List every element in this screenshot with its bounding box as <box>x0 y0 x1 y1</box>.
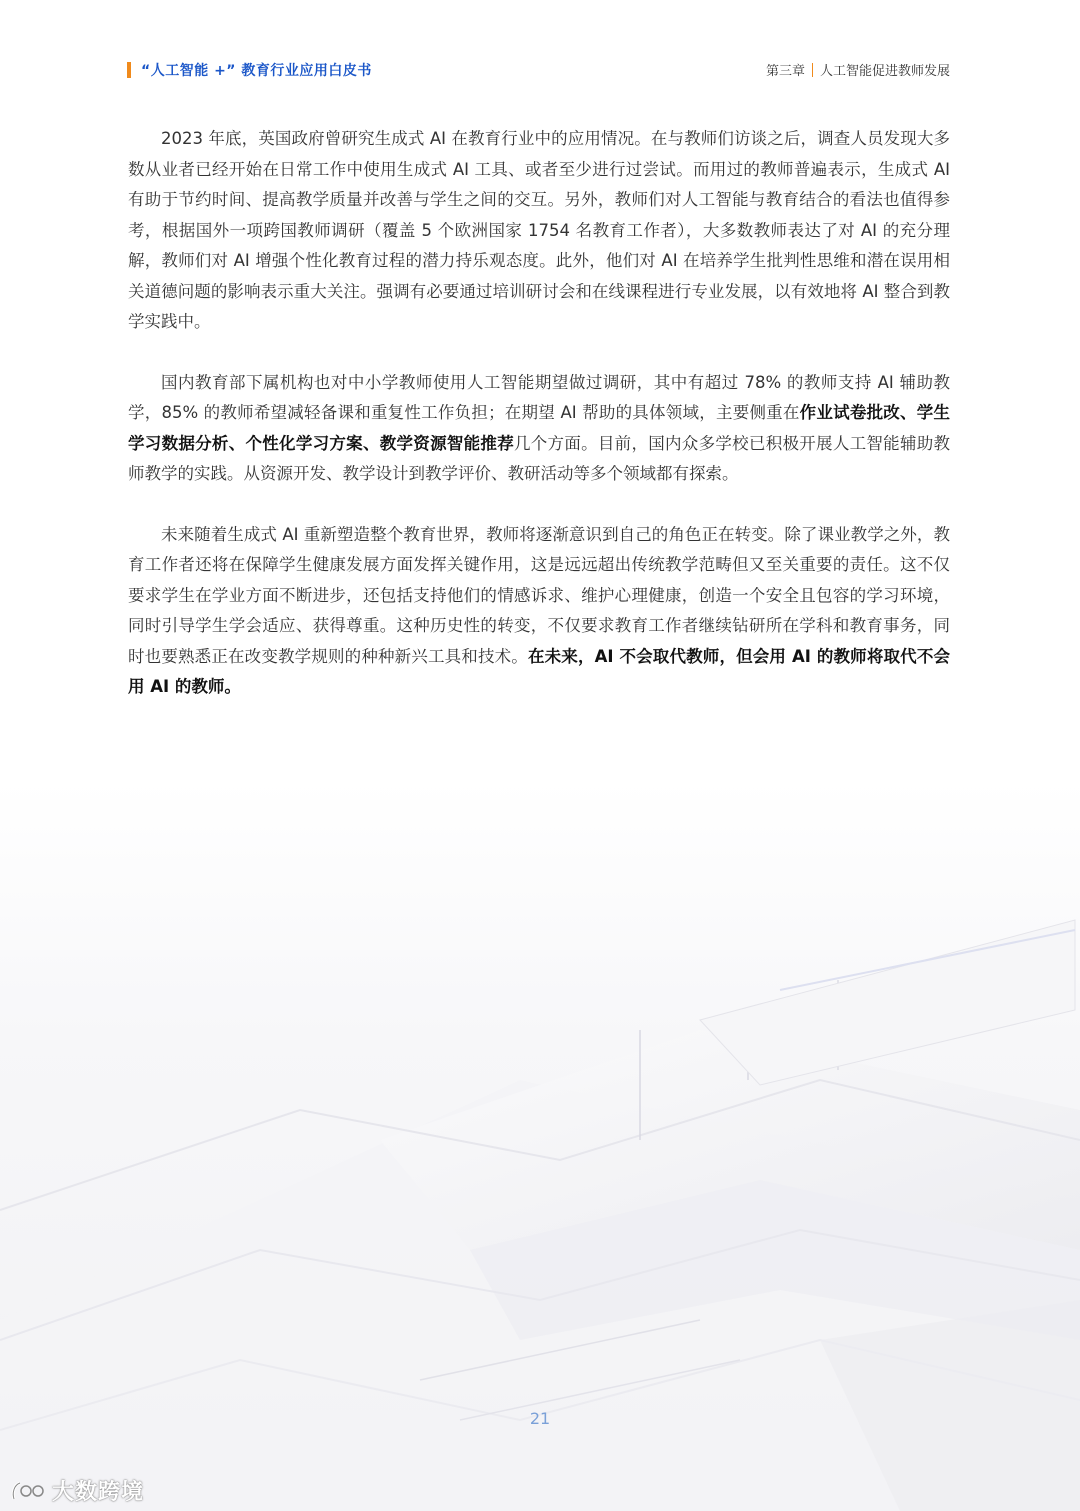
document-title: “人工智能 +” 教育行业应用白皮书 <box>141 63 372 79</box>
paragraph-1-text: 2023 年底，英国政府曾研究生成式 AI 在教育行业中的应用情况。在与教师们访谈之后，调查人员发现大多数从业者已经开始在日常工作中使用生成式 AI 工具、或者至少进行过尝试。而用过的教师普遍表示，生成式 AI 有助于节约时间、提高教学质量并改善与学生之间的交互。另外，教师们对人工智能与教育结合的看法也值得参考，根据国外一项跨国教师调研（覆盖 5 个欧洲国家 1754 名教育工作者），大多数教师表达了对 AI 的充分理解，教师们对 AI 增强个性化教育过程的潜力持乐观态度。此外，他们对 AI 在培养学生批判性思维和潜在误用相关道德问题的影响表示重大关注。强调有必要通过培训研讨会和在线课程进行专业发展，以有效地将 AI 整合到教学实践中。 <box>128 129 950 331</box>
circuit-background-illustration <box>0 780 1080 1511</box>
watermark <box>10 1475 144 1506</box>
header-right <box>766 60 950 79</box>
paragraph-3-text-start: 未来随着生成式 AI 重新塑造整个教育世界，教师将逐渐意识到自己的角色正在转变。除了课业教学之外，教育工作者还将在保障学生健康发展方面发挥关键作用，这是远远超出传统教学范畴但又至关重要的责任。这不仅要求学生在学业方面不断进步，还包括支持他们的情感诉求、维护心理健康，创造一个安全且包容的学习环境，同时引导学生学会适应、获得尊重。这种历史性的转变，不仅要求教育工作者继续钻研所在学科和教育事务，同时也要熟悉正在改变教学规则的种种新兴工具和技术。 <box>128 524 950 666</box>
header-left <box>127 60 372 80</box>
paragraph-2 <box>128 368 950 490</box>
page-header <box>127 56 950 84</box>
watermark-text: 大数跨境 <box>52 1480 145 1505</box>
paragraph-2-text-start: 国内教育部下属机构也对中小学教师使用人工智能期望做过调研，其中有超过 78% 的教师支持 AI 辅助教学，85% 的教师希望减轻备课和重复性工作负担；在期望 AI 帮助的具体领域，主要侧重在 <box>128 372 950 422</box>
paragraph-2-text-end: 几个方面。目前，国内众多学校已积极开展人工智能辅助教师教学的实践。从资源开发、教学设计到教学评价、教研活动等多个领域都有探索。 <box>128 433 950 483</box>
body-content <box>128 124 950 733</box>
paragraph-2-bold-text: 作业试卷批改、学生学习数据分析、个性化学习方案、教学资源智能推荐 <box>128 403 951 453</box>
accent-bar <box>127 62 131 78</box>
page-number: 21 <box>529 1409 551 1428</box>
paragraph-3 <box>128 520 950 703</box>
chapter-number: 第三章 <box>765 64 805 79</box>
header-separator <box>812 63 813 77</box>
chapter-title: 人工智能促进教师发展 <box>819 64 950 79</box>
watermark-logo-icon <box>10 1479 46 1503</box>
paragraph-1 <box>128 124 950 338</box>
paragraph-3-bold-text: 在未来，AI 不会取代教师，但会用 AI 的教师将取代不会用 AI 的教师。 <box>128 646 950 696</box>
